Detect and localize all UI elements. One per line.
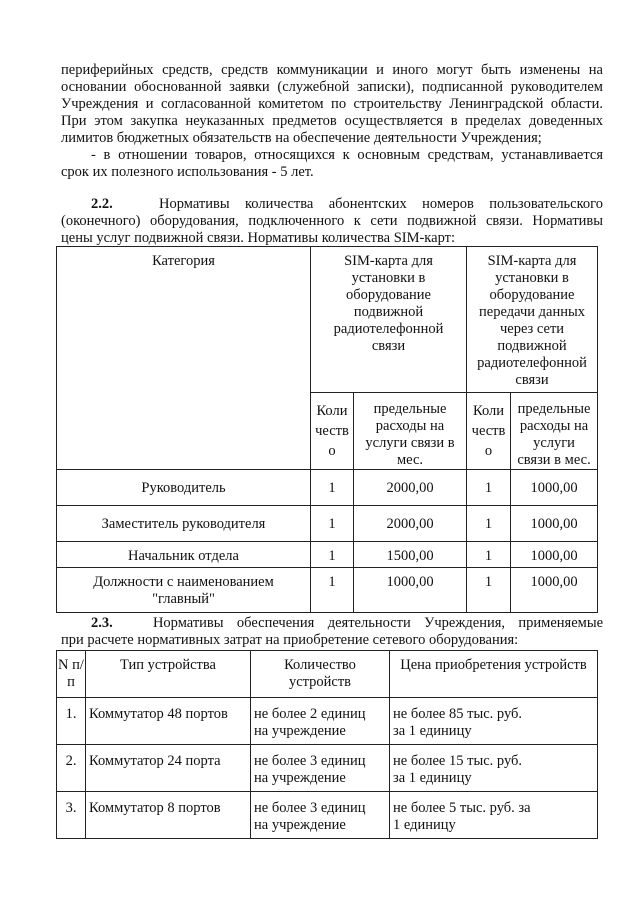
network-equipment-table bbox=[56, 650, 598, 839]
subheader-quantity bbox=[467, 393, 511, 470]
cell-device-type: Коммутатор 8 портов bbox=[86, 792, 251, 839]
table-row bbox=[57, 792, 598, 839]
cell-device-count: не более 3 единиц на учреждение bbox=[251, 745, 390, 792]
cell-category: Должности с наименованием "главный" bbox=[57, 568, 311, 613]
cell-limit: 2000,00 bbox=[354, 470, 467, 506]
text-line: лимитов бюджетных обязательств на обеспечение деятельности Учреждения; bbox=[61, 130, 542, 146]
cell-device-type: Коммутатор 24 порта bbox=[86, 745, 251, 792]
cell-qty: 1 bbox=[467, 542, 511, 568]
cell-limit: 1500,00 bbox=[354, 542, 467, 568]
cell-device-price: не более 5 тыс. руб. за 1 единицу bbox=[390, 792, 598, 839]
sim-card-norms-table bbox=[56, 246, 598, 613]
text-line: Учреждения и согласованной комитетом по строительству Ленинградской области. bbox=[61, 96, 603, 112]
cell-limit: 1000,00 bbox=[511, 568, 598, 613]
subheader-qty-line: Коли bbox=[473, 403, 505, 419]
header-category: Категория bbox=[57, 247, 311, 470]
header-device-type: Тип устройства bbox=[86, 651, 251, 698]
text-line bbox=[61, 615, 603, 632]
cell-qty: 1 bbox=[311, 506, 354, 542]
table-header-row bbox=[57, 651, 598, 698]
table-row bbox=[57, 568, 598, 613]
subheader-qty-line: Коли bbox=[316, 403, 348, 419]
table-row bbox=[57, 698, 598, 745]
table-row bbox=[57, 470, 598, 506]
cell-qty: 1 bbox=[467, 568, 511, 613]
subheader-limit: предельные расходы на услуги связи в мес. bbox=[511, 393, 598, 470]
cell-limit: 1000,00 bbox=[511, 470, 598, 506]
cell-qty: 1 bbox=[467, 506, 511, 542]
cell-category: Заместитель руководителя bbox=[57, 506, 311, 542]
subheader-qty-line: о bbox=[484, 443, 493, 459]
section-2-2-paragraph bbox=[61, 196, 603, 247]
section-number: 2.2. bbox=[91, 196, 113, 212]
text-line: При этом закупка неуказанных предметов осуществляется в пределах доведенных bbox=[61, 113, 603, 129]
section-2-3-paragraph bbox=[61, 615, 603, 649]
cell-qty: 1 bbox=[467, 470, 511, 506]
table-row bbox=[57, 542, 598, 568]
text-line bbox=[61, 196, 603, 213]
cell-device-count: не более 2 единиц на учреждение bbox=[251, 698, 390, 745]
subheader-qty-line: честв bbox=[471, 423, 506, 439]
section-number: 2.3. bbox=[91, 615, 113, 631]
cell-limit: 2000,00 bbox=[354, 506, 467, 542]
subheader-qty-line: о bbox=[328, 443, 336, 459]
header-sim-data: SIM-карта для установки в оборудование передачи данных через сети подвижной радиотелефонной связи bbox=[467, 247, 598, 393]
table-row bbox=[57, 506, 598, 542]
intro-paragraph bbox=[61, 62, 603, 181]
text-line-content: Нормативы обеспечения деятельности Учреждения, применяемые bbox=[152, 615, 604, 631]
text-line: цены услуг подвижной связи. Нормативы количества SIM-карт: bbox=[61, 230, 455, 246]
text-line: срок их полезного использования - 5 лет. bbox=[61, 164, 314, 180]
header-device-price: Цена приобретения устройств bbox=[390, 651, 598, 698]
text-line: (оконечного) оборудования, подключенного к сети подвижной связи. Нормативы bbox=[61, 213, 603, 229]
cell-device-count: не более 3 единиц на учреждение bbox=[251, 792, 390, 839]
cell-limit: 1000,00 bbox=[511, 542, 598, 568]
cell-device-price: не более 15 тыс. руб. за 1 единицу bbox=[390, 745, 598, 792]
cell-qty: 1 bbox=[311, 470, 354, 506]
text-line-content: Нормативы количества абонентских номеров пользовательского bbox=[159, 196, 603, 212]
subheader-limit: предельные расходы на услуги связи в мес. bbox=[354, 393, 467, 470]
text-line: периферийных средств, средств коммуникации и иного могут быть изменены на bbox=[61, 62, 603, 78]
cell-number: 1. bbox=[57, 698, 86, 745]
text-line: при расчете нормативных затрат на приобретение сетевого оборудования: bbox=[61, 632, 519, 648]
header-number: N п/п bbox=[57, 651, 86, 698]
cell-qty: 1 bbox=[311, 568, 354, 613]
cell-category: Начальник отдела bbox=[57, 542, 311, 568]
cell-category: Руководитель bbox=[57, 470, 311, 506]
text-line: - в отношении товаров, относящихся к основным средствам, устанавливается bbox=[91, 147, 603, 163]
subheader-quantity bbox=[311, 393, 354, 470]
cell-limit: 1000,00 bbox=[511, 506, 598, 542]
subheader-qty-line: честв bbox=[315, 423, 349, 439]
header-device-count: Количество устройств bbox=[251, 651, 390, 698]
cell-number: 2. bbox=[57, 745, 86, 792]
header-sim-phone: SIM-карта для установки в оборудование подвижной радиотелефонной связи bbox=[311, 247, 467, 393]
cell-device-type: Коммутатор 48 портов bbox=[86, 698, 251, 745]
table-row bbox=[57, 745, 598, 792]
cell-qty: 1 bbox=[311, 542, 354, 568]
text-line: основании обоснованной заявки (служебной записки), подписанной руководителем bbox=[61, 79, 603, 95]
cell-device-price: не более 85 тыс. руб. за 1 единицу bbox=[390, 698, 598, 745]
cell-number: 3. bbox=[57, 792, 86, 839]
cell-limit: 1000,00 bbox=[354, 568, 467, 613]
